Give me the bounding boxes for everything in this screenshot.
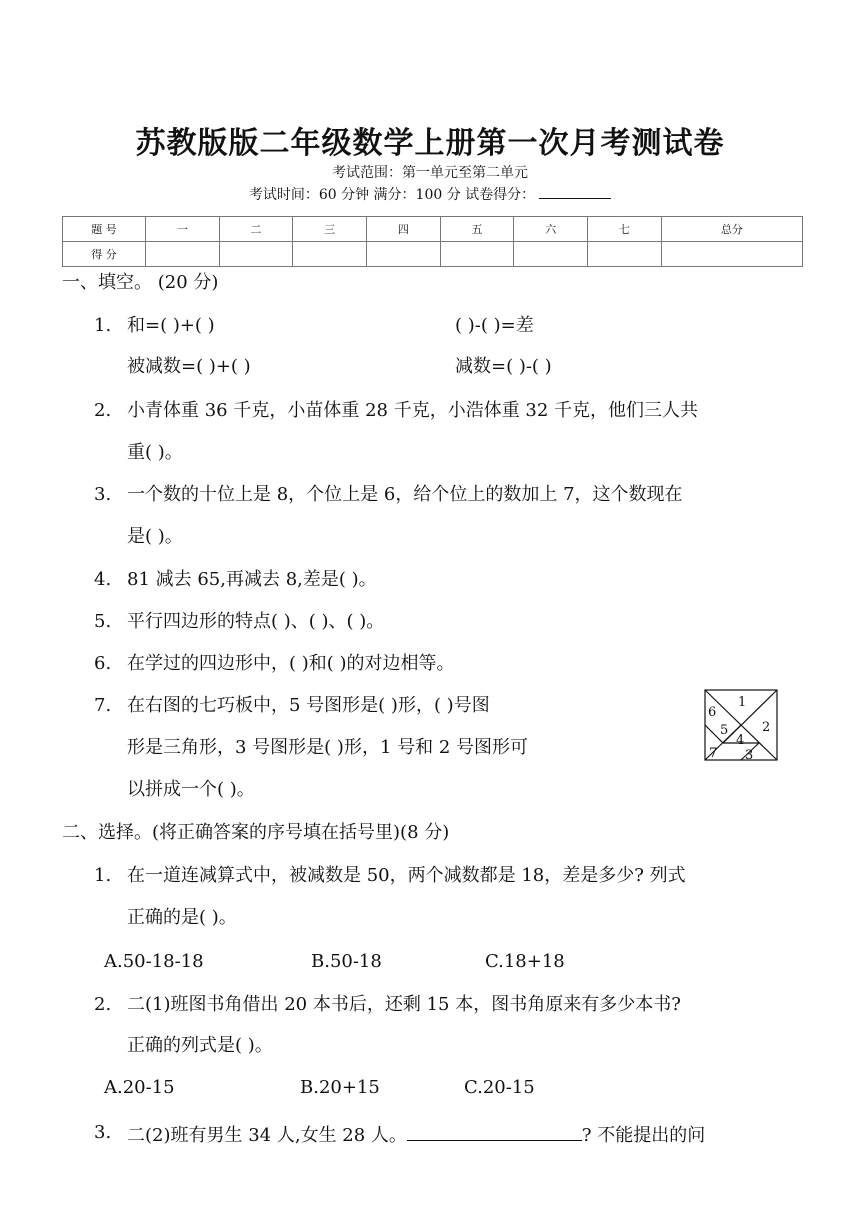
score-table-score-row [63,242,803,267]
question-text: 81 减去 65,再减去 8,差是( )。 [127,569,377,590]
score-blank [539,186,611,199]
answer-blank[interactable] [407,1124,582,1141]
score-table-cell: 得 分 [63,242,146,267]
question-text: 小青体重 36 千克，小苗体重 28 千克，小浩体重 32 千克，他们三人共 [127,400,699,421]
question-number: 2. [94,400,112,421]
question-text [127,1124,705,1145]
score-input-cell[interactable] [367,242,441,267]
score-table-cell: 一 [146,217,220,242]
score-table-cell: 三 [293,217,367,242]
section2-heading: 二、选择。(将正确答案的序号填在括号里)(8 分) [62,822,450,843]
question-number: 5. [94,611,112,632]
question-text: 平行四边形的特点( )、( )、( )。 [127,611,385,632]
question-text-part: ? 不能提出的问 [581,1125,706,1146]
option-b[interactable]: B.50-18 [311,951,382,972]
score-table-cell: 二 [219,217,293,242]
option-a[interactable]: A.50-18-18 [104,951,204,972]
tangram-figure [704,689,778,761]
score-table-cell: 七 [588,217,662,242]
score-input-cell[interactable] [293,242,367,267]
score-table [62,216,803,267]
question-number: 6. [94,653,112,674]
tangram-label: 6 [708,705,717,720]
question-text: ( )-( )=差 [455,315,534,336]
exam-info-text: 考试时间：60 分钟 满分：100 分 试卷得分： [248,187,536,203]
section1-heading: 一、填空。 (20 分) [62,272,219,293]
tangram-label: 3 [745,748,754,761]
tangram-label: 1 [738,695,747,710]
score-input-cell[interactable] [514,242,588,267]
question-text-part: 二(2)班有男生 34 人,女生 28 人。 [127,1125,407,1146]
question-text: 以拼成一个( )。 [127,779,255,800]
question-number: 7. [94,695,112,716]
option-c[interactable]: C.20-15 [464,1077,535,1098]
question-number: 3. [94,484,112,505]
score-input-cell[interactable] [219,242,293,267]
question-number: 1. [94,865,112,886]
question-text: 在学过的四边形中，( )和( )的对边相等。 [127,653,455,674]
option-c[interactable]: C.18+18 [485,951,565,972]
question-text: 正确的列式是( )。 [127,1035,273,1056]
tangram-label: 4 [736,733,745,748]
score-table-cell: 五 [440,217,514,242]
question-text: 是( )。 [127,526,183,547]
exam-title: 苏教版版二年级数学上册第一次月考测试卷 [135,126,725,161]
score-input-cell[interactable] [440,242,514,267]
tangram-label: 7 [709,746,718,761]
question-text: 减数=( )-( ) [455,356,552,377]
question-text: 被减数=( )+( ) [127,356,251,377]
score-table-cell: 四 [367,217,441,242]
score-input-cell[interactable] [146,242,220,267]
question-text: 二(1)班图书角借出 20 本书后，还剩 15 本，图书角原来有多少本书? [127,994,681,1015]
score-input-cell[interactable] [588,242,662,267]
question-number: 4. [94,569,112,590]
exam-scope: 考试范围：第一单元至第二单元 [332,165,528,181]
question-text: 在右图的七巧板中，5 号图形是( )形，( )号图 [127,695,490,716]
question-text: 一个数的十位上是 8，个位上是 6，给个位上的数加上 7，这个数现在 [127,484,683,505]
question-text: 和=( )+( ) [127,315,215,336]
question-number: 3. [94,1122,112,1143]
score-input-cell[interactable] [661,242,802,267]
question-text: 重( )。 [127,442,183,463]
score-table-cell: 六 [514,217,588,242]
question-text: 形是三角形，3 号图形是( )形，1 号和 2 号图形可 [127,737,529,758]
score-table-cell: 题 号 [63,217,146,242]
score-table-header-row [63,217,803,242]
question-number: 2. [94,994,112,1015]
question-text: 在一道连减算式中，被减数是 50，两个减数都是 18，差是多少? 列式 [127,865,686,886]
question-number: 1. [94,315,112,336]
tangram-label: 5 [720,723,729,738]
exam-info [0,184,860,204]
tangram-label: 2 [762,720,771,735]
score-table-cell: 总分 [661,217,802,242]
question-text: 正确的是( )。 [127,907,237,928]
option-b[interactable]: B.20+15 [300,1077,380,1098]
option-a[interactable]: A.20-15 [104,1077,175,1098]
